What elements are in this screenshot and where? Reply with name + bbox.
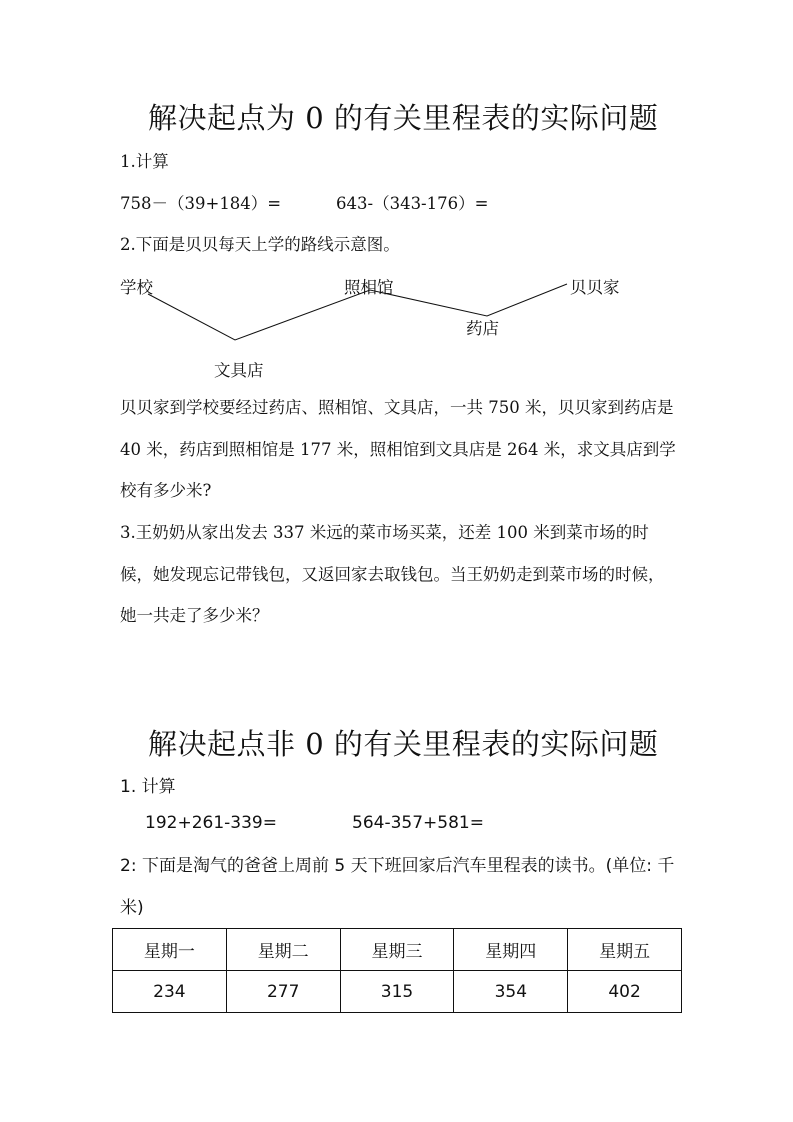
section2-title: 解决起点非 0 的有关里程表的实际问题 [148, 727, 659, 761]
section2-expression-1: 192+261-339= [145, 813, 277, 833]
table-row [113, 971, 682, 1013]
section1-q2-text: 贝贝家到学校要经过药店、照相馆、文具店，一共 750 米，贝贝家到药店是 40 米，药店到照相馆是 177 米，照相馆到文具店是 264 米，求文具店到学校有多少米? [120, 398, 676, 500]
table-header-cell: 星期四 [454, 929, 568, 971]
label-pharmacy: 药店 [466, 319, 499, 338]
section1-q3-text: 3.王奶奶从家出发去 337 米远的菜市场买菜，还差 100 米到菜市场的时候，她发现忘记带钱包，又返回家去取钱包。当王奶奶走到菜市场的时候，她一共走了多少米？ [120, 523, 665, 625]
label-photo-studio: 照相馆 [344, 278, 394, 297]
table-cell: 354 [454, 971, 568, 1013]
table-cell: 315 [340, 971, 454, 1013]
section1-title: 解决起点为 0 的有关里程表的实际问题 [148, 101, 659, 135]
table-header-row [113, 929, 682, 971]
section2-q1-heading: 1. 计算 [120, 777, 176, 797]
table-cell: 402 [568, 971, 682, 1013]
label-school: 学校 [120, 278, 153, 297]
table-header-cell: 星期三 [340, 929, 454, 971]
route-diagram [0, 0, 793, 400]
table-cell: 234 [113, 971, 227, 1013]
section1-expression-1: 758－（39+184）= [120, 194, 282, 213]
table-header-cell: 星期二 [226, 929, 340, 971]
table-cell: 277 [226, 971, 340, 1013]
table-header-cell: 星期五 [568, 929, 682, 971]
section2-q2-text: 2: 下面是淘气的爸爸上周前 5 天下班回家后汽车里程表的读书。(单位: 千米) [120, 856, 675, 918]
label-stationery: 文具店 [214, 361, 264, 380]
section2-expression-2: 564-357+581= [352, 813, 484, 833]
table-header-cell: 星期一 [113, 929, 227, 971]
section1-q1-heading: 1.计算 [120, 152, 169, 171]
section1-expression-2: 643-（343-176）= [336, 194, 489, 213]
label-home: 贝贝家 [570, 278, 620, 297]
section1-q2-heading: 2.下面是贝贝每天上学的路线示意图。 [120, 235, 400, 254]
odometer-table [112, 928, 682, 1013]
